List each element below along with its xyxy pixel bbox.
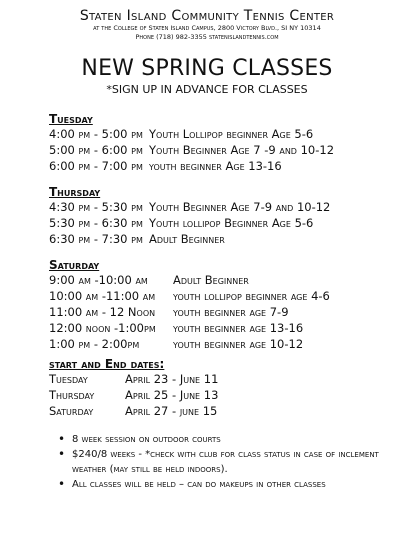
schedule-row <box>49 199 409 215</box>
thursday-heading: Thursday <box>49 185 101 199</box>
date-day: Thursday <box>49 388 95 402</box>
class-description: youth beginner Age 13-16 <box>149 159 282 173</box>
schedule-row <box>49 288 409 304</box>
schedule-row <box>49 320 409 336</box>
time-slot: 5:30 pm - 6:30 pm <box>49 216 143 230</box>
class-description: Youth lollipop Beginner Age 5-6 <box>149 216 314 230</box>
schedule-row <box>49 304 409 320</box>
class-description: Youth Beginner Age 7-9 and 10-12 <box>149 200 331 214</box>
date-day: Tuesday <box>49 372 88 386</box>
time-slot: 6:30 pm - 7:30 pm <box>49 232 143 246</box>
schedule-row <box>49 336 409 352</box>
date-row <box>49 403 409 419</box>
date-range: April 27 - june 15 <box>125 404 218 418</box>
date-day: Saturday <box>49 404 94 418</box>
page-title: NEW SPRING CLASSES <box>81 56 333 81</box>
schedule-row <box>49 158 409 174</box>
class-description: Adult Beginner <box>149 232 225 246</box>
time-slot: 6:00 pm - 7:00 pm <box>49 159 143 173</box>
class-description: Adult Beginner <box>173 273 249 287</box>
class-description: Youth Lollipop beginner Age 5-6 <box>149 127 314 141</box>
dates-section <box>49 357 409 419</box>
contact-line: Phone (718) 982-3355 statenislandtennis.com <box>135 33 279 41</box>
note-item: • 8 week session on outdoor courts <box>58 432 398 447</box>
saturday-section <box>49 258 409 352</box>
schedule-row <box>49 142 409 158</box>
date-range: April 23 - June 11 <box>125 372 219 386</box>
dates-heading: start and End dates: <box>49 357 165 371</box>
class-description: youth beginner age 10-12 <box>173 337 304 351</box>
class-description: youth beginner age 7-9 <box>173 305 289 319</box>
time-slot: 4:00 pm - 5:00 pm <box>49 127 143 141</box>
time-slot: 10:00 am -11:00 am <box>49 289 156 303</box>
date-range: April 25 - June 13 <box>125 388 219 402</box>
class-description: Youth Beginner Age 7 -9 and 10-12 <box>149 143 335 157</box>
time-slot: 4:30 pm - 5:30 pm <box>49 200 143 214</box>
thursday-section <box>49 185 409 247</box>
notes-list <box>58 432 398 492</box>
time-slot: 5:00 pm - 6:00 pm <box>49 143 143 157</box>
time-slot: 11:00 am - 12 Noon <box>49 305 156 319</box>
schedule-row <box>49 215 409 231</box>
header <box>0 8 414 42</box>
class-description: youth lollipop beginner age 4-6 <box>173 289 330 303</box>
page-subtitle: *SIGN UP IN ADVANCE FOR CLASSES <box>106 83 308 96</box>
address-line: at the College of Staten Island Campus, 2800 Victory Blvd., SI NY 10314 <box>93 24 321 32</box>
saturday-heading: Saturday <box>49 258 100 272</box>
time-slot: 12:00 noon -1:00pm <box>49 321 156 335</box>
time-slot: 9:00 am -10:00 am <box>49 273 148 287</box>
date-row <box>49 387 409 403</box>
note-item: • $240/8 weeks - *check with club for class status in case of inclement weather (may still be held indoors). <box>58 447 398 477</box>
note-item: • All classes will be held – can do makeups in other classes <box>58 477 398 492</box>
time-slot: 1:00 pm - 2:00pm <box>49 337 140 351</box>
tuesday-section <box>49 112 409 174</box>
class-description: youth beginner age 13-16 <box>173 321 304 335</box>
schedule-row <box>49 231 409 247</box>
schedule-row <box>49 126 409 142</box>
tuesday-heading: Tuesday <box>49 112 93 126</box>
schedule-row <box>49 272 409 288</box>
org-name: Staten Island Community Tennis Center <box>79 8 335 24</box>
date-row <box>49 371 409 387</box>
